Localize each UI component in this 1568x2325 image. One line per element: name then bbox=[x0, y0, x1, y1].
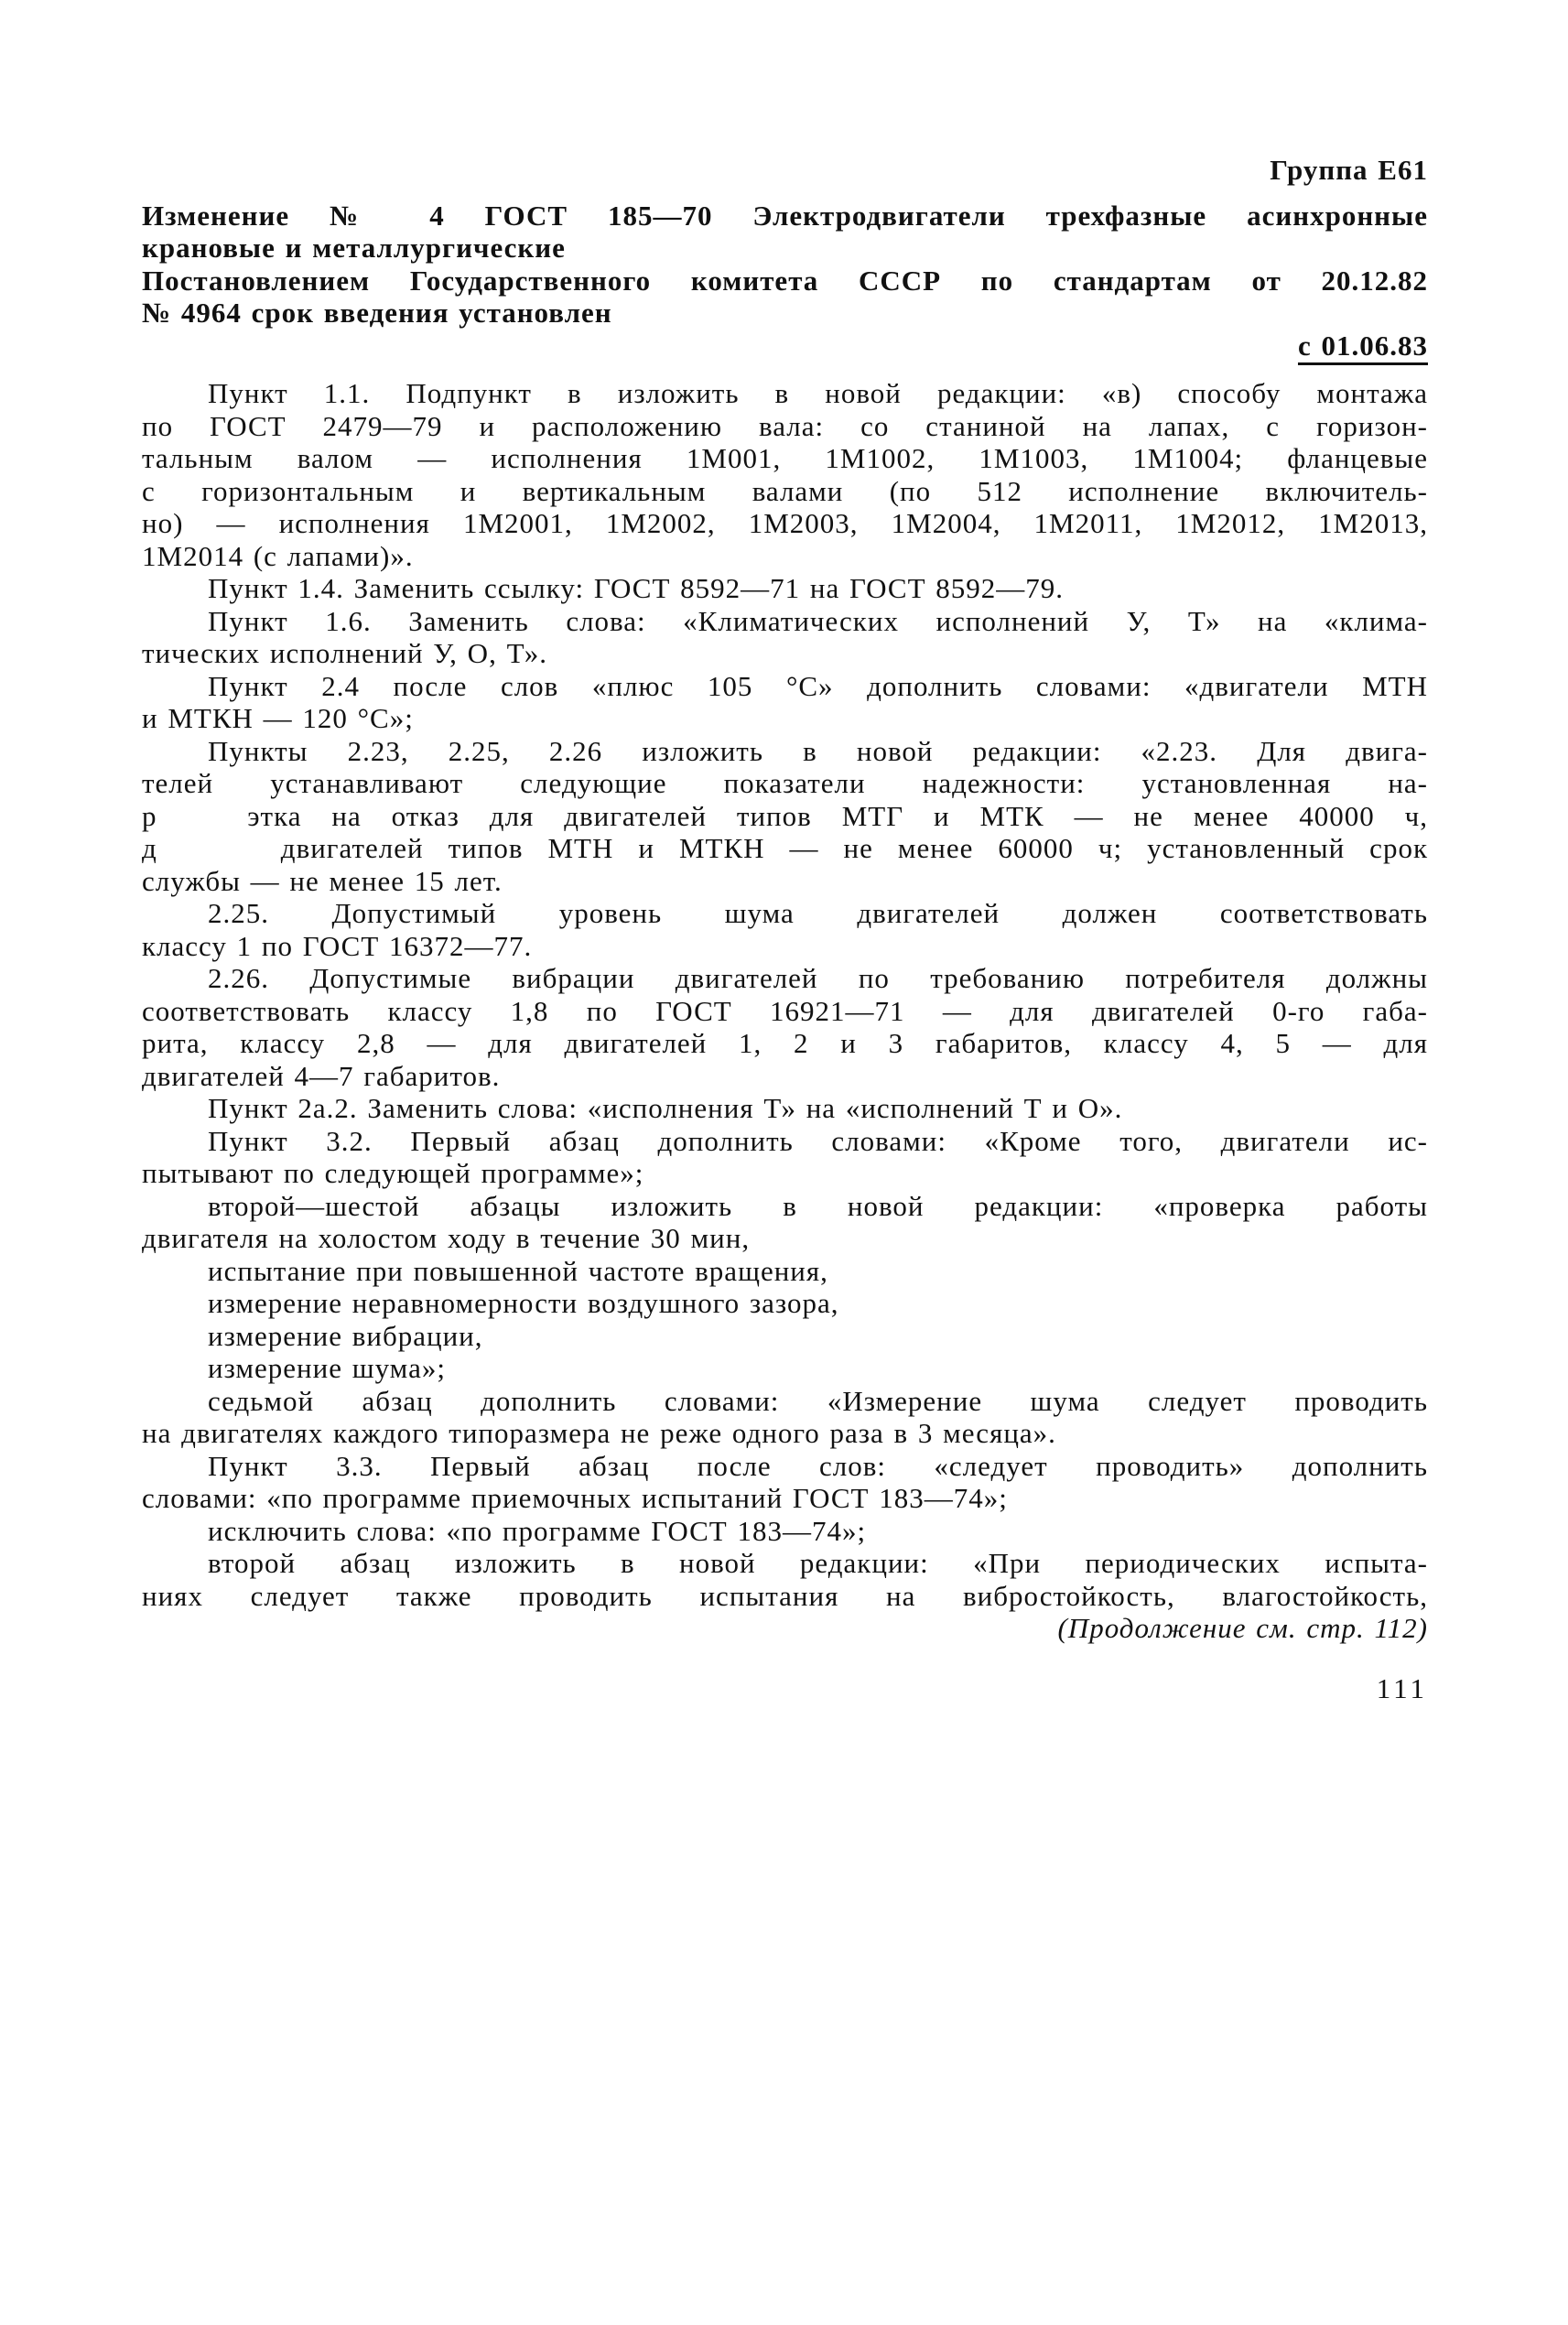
body-line: второй абзац изложить в новой редакции: «При периодических испыта- bbox=[208, 1547, 1428, 1579]
decree-line: Постановлением Государственного комитета СССР по стандартам от 20.12.82 bbox=[142, 264, 1428, 297]
effective-date: с 01.06.83 bbox=[1297, 329, 1428, 362]
title-line: крановые и металлургические bbox=[142, 232, 566, 264]
body-line: тальным валом — исполнения 1М001, 1М1002, 1М1003, 1М1004; фланцевые bbox=[142, 442, 1428, 474]
body-line: испытание при повышенной частоте вращения, bbox=[208, 1254, 828, 1287]
body-line: Пункт 1.6. Заменить слова: «Климатических исполнений У, Т» на «клима- bbox=[208, 604, 1428, 637]
continuation-note: (Продолжение см. стр. 112) bbox=[1057, 1612, 1428, 1644]
group-label: Группа Е61 bbox=[1270, 154, 1428, 186]
body-line: 2.26. Допустимые вибрации двигателей по требованию потребителя должны bbox=[208, 962, 1428, 994]
body-line: измерение неравномерности воздушного зазора, bbox=[208, 1287, 839, 1319]
body-line: Пункт 1.1. Подпункт в изложить в новой редакции: «в) способу монтажа bbox=[208, 377, 1428, 409]
body-line: Пункт 2а.2. Заменить слова: «исполнения Т» на «исполнений Т и О». bbox=[208, 1092, 1123, 1124]
body-line: ниях следует также проводить испытания на вибростойкость, влагостойкость, bbox=[142, 1579, 1428, 1612]
body-line: по ГОСТ 2479—79 и расположению вала: со станиной на лапах, с горизон- bbox=[142, 409, 1428, 442]
body-line: седьмой абзац дополнить словами: «Измерение шума следует проводить bbox=[208, 1384, 1428, 1417]
title-line: Изменение № 4 ГОСТ 185—70 Электродвигатели трехфазные асинхронные bbox=[142, 199, 1428, 232]
body-line: двигателя на холостом ходу в течение 30 мин, bbox=[142, 1222, 751, 1254]
body-line: словами: «по программе приемочных испытаний ГОСТ 183—74»; bbox=[142, 1482, 1008, 1514]
body-line: измерение вибрации, bbox=[208, 1319, 483, 1352]
body-line: пытывают по следующей программе»; bbox=[142, 1157, 644, 1189]
decree-line: № 4964 срок введения установлен bbox=[142, 297, 612, 329]
body-line: р этка на отказ для двигателей типов МТГ и МТК — не менее 40000 ч, bbox=[142, 799, 1428, 832]
body-line: на двигателях каждого типоразмера не реже одного раза в 3 месяца». bbox=[142, 1417, 1056, 1449]
body-line: измерение шума»; bbox=[208, 1352, 446, 1384]
document-content bbox=[142, 154, 1428, 1645]
body-line: Пункт 2.4 после слов «плюс 105 °С» дополнить словами: «двигатели МТН bbox=[208, 669, 1428, 702]
body-line: но) — исполнения 1М2001, 1М2002, 1М2003, 1М2004, 1М2011, 1М2012, 1М2013, bbox=[142, 507, 1428, 539]
body-line: д двигателей типов МТН и МТКН — не менее 60000 ч; установленный срок bbox=[142, 832, 1428, 864]
body-line: службы — не менее 15 лет. bbox=[142, 864, 503, 897]
body-line: соответствовать классу 1,8 по ГОСТ 16921—71 — для двигателей 0-го габа- bbox=[142, 994, 1428, 1027]
body-line: Пункт 1.4. Заменить ссылку: ГОСТ 8592—71 на ГОСТ 8592—79. bbox=[208, 572, 1065, 604]
page-number: 111 bbox=[1376, 1671, 1428, 1704]
body-line: с горизонтальным и вертикальным валами (по 512 исполнение включитель- bbox=[142, 474, 1428, 507]
body-line: второй—шестой абзацы изложить в новой редакции: «проверка работы bbox=[208, 1189, 1428, 1222]
body-line: классу 1 по ГОСТ 16372—77. bbox=[142, 929, 533, 962]
document-page bbox=[142, 154, 1428, 1704]
body-line: 2.25. Допустимый уровень шума двигателей должен соответствовать bbox=[208, 897, 1428, 929]
body-line: двигателей 4—7 габаритов. bbox=[142, 1059, 501, 1092]
body-line: исключить слова: «по программе ГОСТ 183—74»; bbox=[208, 1514, 867, 1547]
body-line: Пункт 3.3. Первый абзац после слов: «следует проводить» дополнить bbox=[208, 1449, 1428, 1482]
body-line: тических исполнений У, О, Т». bbox=[142, 637, 547, 669]
body-line: телей устанавливают следующие показатели надежности: установленная на- bbox=[142, 767, 1428, 799]
body-line: Пункт 3.2. Первый абзац дополнить словами: «Кроме того, двигатели ис- bbox=[208, 1124, 1428, 1157]
body-line: и МТКН — 120 °С»; bbox=[142, 702, 414, 734]
body-line: Пункты 2.23, 2.25, 2.26 изложить в новой редакции: «2.23. Для двига- bbox=[208, 734, 1428, 767]
body-line: 1М2014 (с лапами)». bbox=[142, 539, 414, 572]
body-line: рита, классу 2,8 — для двигателей 1, 2 и 3 габаритов, классу 4, 5 — для bbox=[142, 1027, 1428, 1059]
